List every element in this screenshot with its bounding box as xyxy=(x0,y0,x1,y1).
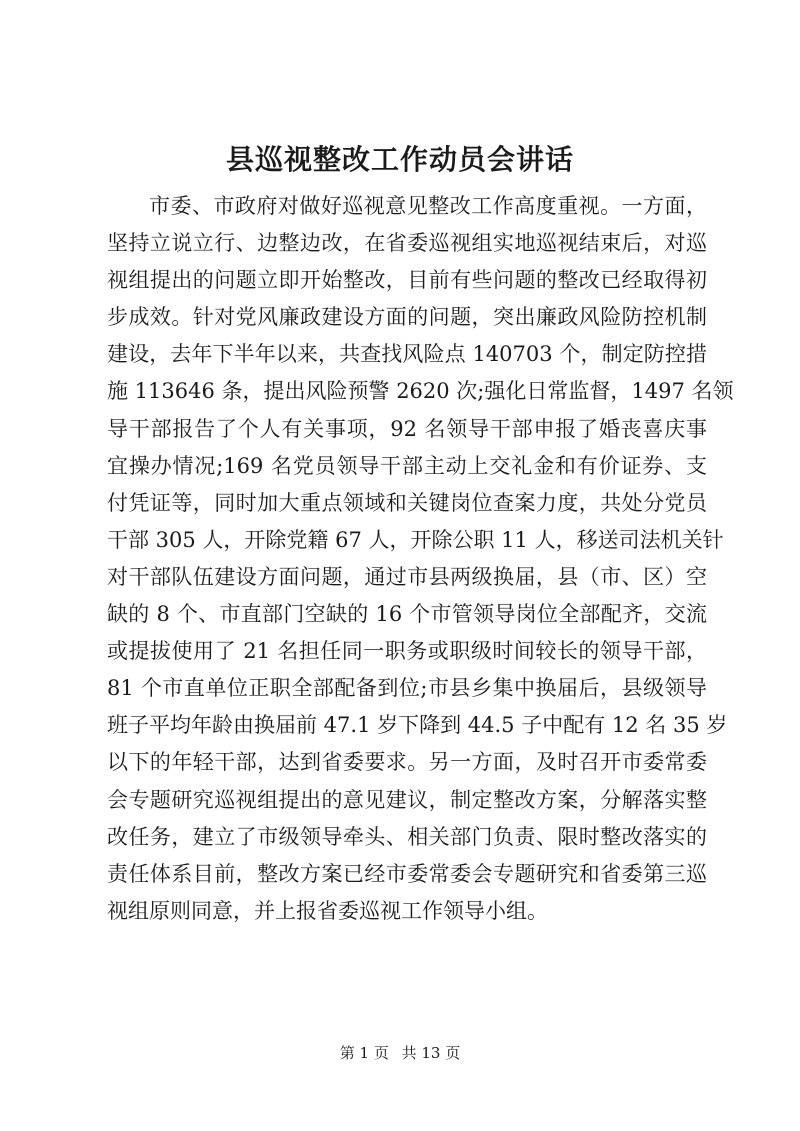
body-line: 视组提出的问题立即开始整改，目前有些问题的整改已经取得初 xyxy=(107,268,707,293)
body-line: 宜操办情况;169 名党员领导干部主动上交礼金和有价证券、支 xyxy=(107,453,707,478)
body-line: 建设，去年下半年以来，共查找风险点 140703 个，制定防控措 xyxy=(107,342,707,367)
body-line: 施 113646 条，提出风险预警 2620 次;强化日常监督，1497 名领 xyxy=(107,379,734,404)
body-line: 或提拔使用了 21 名担任同一职务或职级时间较长的领导干部， xyxy=(107,639,707,664)
body-line: 坚持立说立行、边整边改，在省委巡视组实地巡视结束后，对巡 xyxy=(107,231,707,256)
body-line: 付凭证等，同时加大重点领域和关键岗位查案力度，共处分党员 xyxy=(107,490,707,515)
page-number: 第 1 页 xyxy=(339,1044,389,1062)
document-body xyxy=(107,188,734,930)
body-line: 视组原则同意，并上报省委巡视工作领导小组。 xyxy=(107,898,548,923)
body-line: 对干部队伍建设方面问题，通过市县两级换届，县（市、区）空 xyxy=(107,564,707,589)
body-line: 市委、市政府对做好巡视意见整改工作高度重视。一方面， xyxy=(149,194,707,218)
page-total: 共 13 页 xyxy=(401,1044,461,1062)
body-line: 干部 305 人，开除党籍 67 人，开除公职 11 人，移送司法机关针 xyxy=(107,527,724,552)
body-line: 缺的 8 个、市直部门空缺的 16 个市管领导岗位全部配齐，交流 xyxy=(107,602,707,627)
body-line: 步成效。针对党风廉政建设方面的问题，突出廉政风险防控机制 xyxy=(107,305,707,330)
body-line: 81 个市直单位正职全部配备到位;市县乡集中换届后，县级领导 xyxy=(107,676,707,701)
document-title: 县巡视整改工作动员会讲话 xyxy=(225,143,574,176)
body-line: 改任务，建立了市级领导牵头、相关部门负责、限时整改落实的 xyxy=(107,824,707,849)
body-line: 导干部报告了个人有关事项，92 名领导干部申报了婚丧喜庆事 xyxy=(107,416,707,441)
page-footer xyxy=(0,1043,800,1063)
body-line: 班子平均年龄由换届前 47.1 岁下降到 44.5 子中配有 12 名 35 岁 xyxy=(107,713,728,738)
body-line: 以下的年轻干部，达到省委要求。另一方面，及时召开市委常委 xyxy=(107,750,707,775)
body-line: 责任体系目前，整改方案已经市委常委会专题研究和省委第三巡 xyxy=(107,861,707,886)
body-line: 会专题研究巡视组提出的意见建议，制定整改方案，分解落实整 xyxy=(107,787,707,812)
